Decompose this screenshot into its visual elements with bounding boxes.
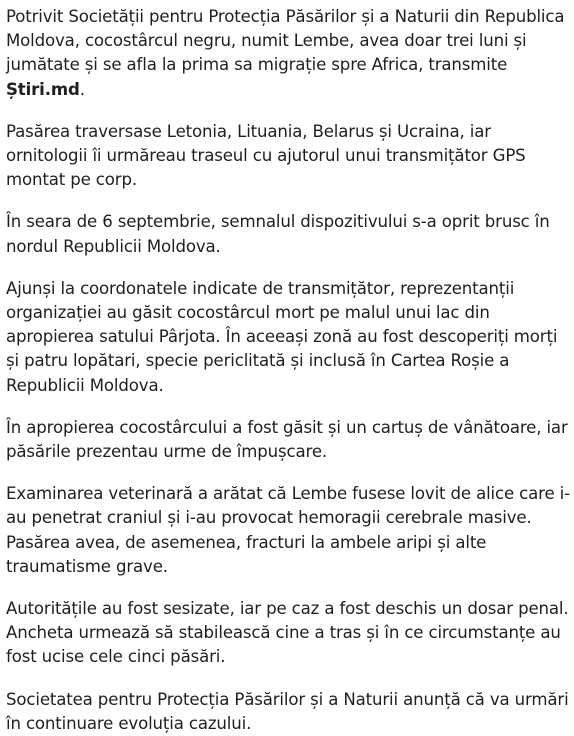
paragraph-investigation: Autoritățile au fost sesizate, iar pe caz a fost deschis un dosar penal. Ancheta urmează să stabilească cine a tras și în ce circumstanțe au fost ucise cele cinci păsări. bbox=[6, 599, 569, 667]
paragraph-route: Pasărea traversase Letonia, Lituania, Belarus și Ucraina, iar ornitologii îi urmăreau traseul cu ajutorul unui transmițător GPS montat pe corp. bbox=[6, 121, 526, 190]
article-body bbox=[6, 5, 570, 736]
paragraph-intro bbox=[6, 5, 570, 102]
paragraph-signal: În seara de 6 septembrie, semnalul dispozitivului s-a oprit brusc în nordul Republicii Moldova. bbox=[6, 212, 550, 256]
paragraph-intro-end: . bbox=[79, 79, 85, 99]
paragraph-intro-text: Potrivit Societății pentru Protecția Păsărilor și a Naturii din Republica Moldova, cocostârcul negru, numit Lembe, avea doar trei luni și jumătate și se afla la prima sa migrație spre Africa, transmite bbox=[6, 7, 565, 75]
paragraph-examination: Examinarea veterinară a arătat că Lembe fusese lovit de alice care i-au penetrat craniul și i-au provocat hemoragii cerebrale masive. Pasărea avea, de asemenea, fracturi la ambele aripi și alte traumatisme grave. bbox=[6, 484, 570, 576]
paragraph-cartridge: În apropierea cocostârcului a fost găsit și un cartuș de vânătoare, iar păsările prezentau urme de împușcare. bbox=[6, 417, 568, 462]
source-link[interactable]: Știri.md bbox=[6, 79, 80, 99]
paragraph-discovery: Ajunși la coordonatele indicate de transmițător, reprezentanții organizației au găsit cocostârcul mort pe malul unui lac din apropierea satului Pârjota. În aceeași zonă au fost descoperiți morți și patru lopătari, specie periclitată și inclusă în Cartea Roșie a Republicii Moldova. bbox=[6, 278, 558, 395]
paragraph-followup: Societatea pentru Protecția Păsărilor și a Naturii anunță că va urmări în continuare evoluția cazului. bbox=[6, 689, 569, 733]
